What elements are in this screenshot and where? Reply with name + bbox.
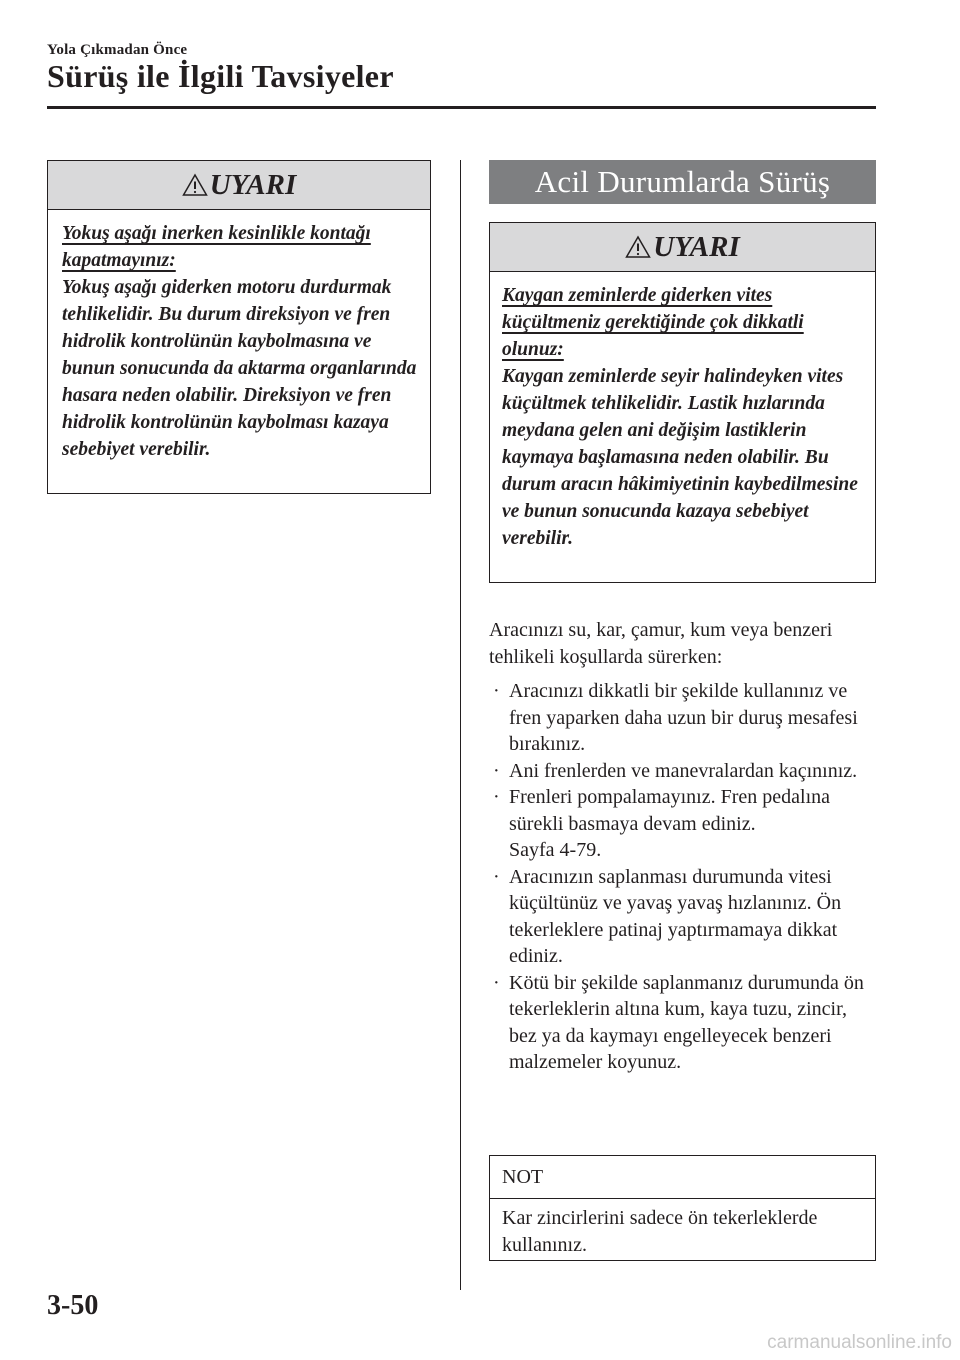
list-item bbox=[489, 970, 879, 1076]
warning-box-engine-off bbox=[47, 160, 431, 494]
column-divider bbox=[460, 160, 461, 1290]
page-reference: Sayfa 4-79. bbox=[509, 839, 602, 861]
list-item bbox=[489, 784, 879, 864]
warning-title: Kaygan zeminlerde giderken vites küçültmeniz gerektiğinde çok dikkatli olunuz: bbox=[502, 285, 804, 360]
note-box bbox=[489, 1155, 876, 1261]
advice-list bbox=[489, 678, 879, 1076]
warning-text: Yokuş aşağı giderken motoru durdurmak tehlikelidir. Bu durum direksiyon ve fren hidrolik kontrolünün kaybolmasına ve bunun sonucunda da aktarma organlarında hasara neden olabilir. Direksiyon ve fren hidrolik kontrolünün kaybolması kazaya sebebiyet verebilir. bbox=[62, 277, 417, 460]
list-item-text: Kötü bir şekilde saplanmanız durumunda ön tekerleklerin altına kum, kaya tuzu, zincir, bez ya da kaymayı engelleyecek benzeri malzemeler koyunuz. bbox=[509, 971, 864, 1073]
warning-label: UYARI bbox=[209, 168, 297, 201]
warning-box-slippery bbox=[489, 222, 876, 583]
note-label: NOT bbox=[490, 1156, 875, 1199]
bullet-dot: · bbox=[493, 971, 500, 994]
list-item-text: Frenleri pompalamayınız. Fren pedalına sürekli basmaya devam ediniz. bbox=[509, 786, 831, 835]
list-item bbox=[489, 758, 879, 785]
warning-triangle-icon bbox=[625, 235, 651, 259]
warning-title: Yokuş aşağı inerken kesinlikle kontağı kapatmayınız: bbox=[62, 223, 371, 271]
list-item-text: Aracınızın saplanması durumunda vitesi küçültünüz ve yavaş yavaş hızlanınız. Ön tekerleklere patinaj yaptırmamaya dikkat ediniz. bbox=[509, 865, 842, 967]
warning-body bbox=[490, 272, 875, 562]
bullet-dot: · bbox=[493, 786, 500, 808]
list-item-text: Aracınızı dikkatli bir şekilde kullanınız ve fren yaparken daha uzun bir duruş mesafesi bırakınız. bbox=[509, 680, 858, 755]
warning-triangle-icon bbox=[182, 173, 208, 197]
warning-header bbox=[490, 223, 875, 272]
list-item-text: Ani frenlerden ve manevralardan kaçınınız. bbox=[509, 759, 858, 782]
section-heading: Acil Durumlarda Sürüş bbox=[489, 160, 876, 204]
page-title: Sürüş ile İlgili Tavsiyeler bbox=[47, 58, 394, 94]
note-text: Kar zincirlerini sadece ön tekerleklerde kullanınız. bbox=[502, 1207, 818, 1256]
warning-header bbox=[48, 161, 430, 210]
warning-text: Kaygan zeminlerde seyir halindeyken vites küçültmek tehlikelidir. Lastik hızlarında meydana gelen ani değişim lastiklerin kaymaya başlamasına neden olabilir. Bu durum aracın hâkimiyetinin kaybedilmesine ve bunun sonucunda kazaya sebebiyet verebilir. bbox=[502, 366, 858, 549]
page-number: 3-50 bbox=[47, 1290, 99, 1321]
watermark: carmanualsonline.info bbox=[767, 1332, 952, 1353]
intro-paragraph: Aracınızı su, kar, çamur, kum veya benzeri tehlikeli koşullarda sürerken: bbox=[489, 619, 833, 668]
bullet-dot: · bbox=[493, 865, 500, 888]
warning-body bbox=[48, 210, 430, 473]
list-item bbox=[489, 864, 879, 970]
bullet-dot: · bbox=[493, 680, 500, 702]
list-item bbox=[489, 678, 879, 758]
chapter-label: Yola Çıkmadan Önce bbox=[47, 42, 188, 58]
warning-label: UYARI bbox=[653, 230, 740, 263]
bullet-dot: · bbox=[493, 759, 500, 782]
header-divider bbox=[47, 106, 876, 109]
